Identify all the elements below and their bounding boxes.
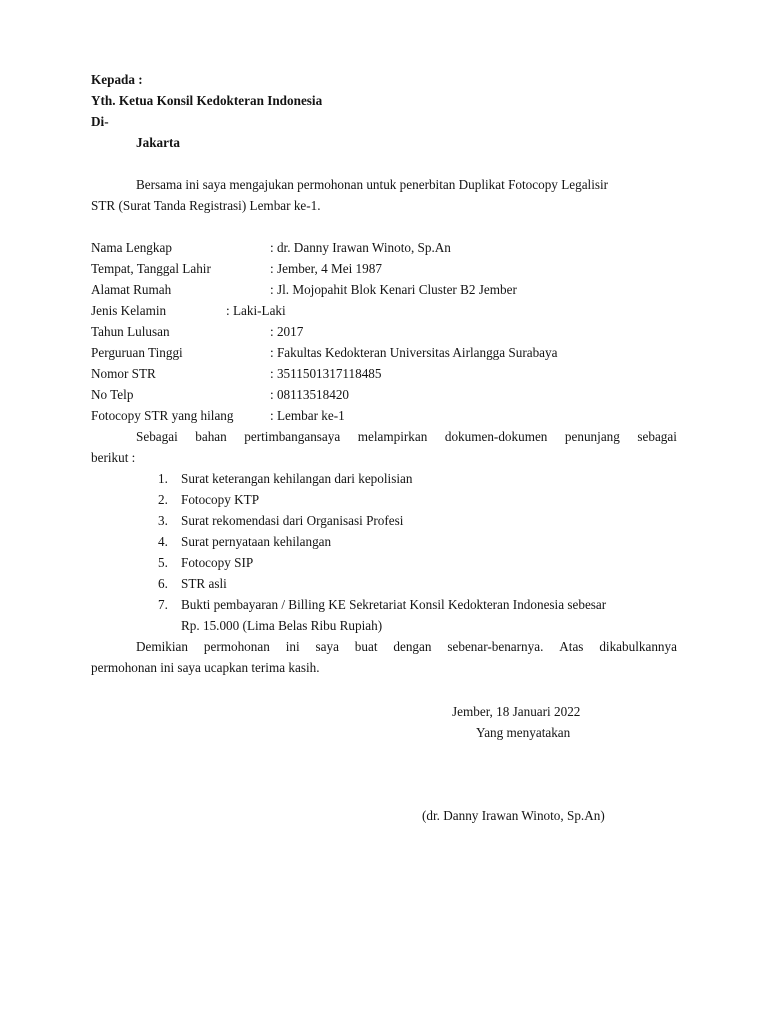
intro-line-1: Bersama ini saya mengajukan permohonan untuk penerbitan Duplikat Fotocopy Legalisir [136, 177, 609, 192]
list-item: STR asli [181, 576, 227, 591]
list-item: Bukti pembayaran / Billing KE Sekretariat Konsil Kedokteran Indonesia sebesar [181, 597, 607, 612]
field-label: Nama Lengkap [91, 240, 172, 255]
word: ini [285, 639, 300, 654]
field-value: : Laki-Laki [226, 303, 286, 318]
list-item: Surat keterangan kehilangan dari kepolisian [181, 471, 413, 486]
list-item-number: 5. [158, 555, 168, 570]
attachments-intro-line-1 [136, 429, 677, 445]
field-value: : dr. Danny Irawan Winoto, Sp.An [270, 240, 451, 255]
signatory-name: (dr. Danny Irawan Winoto, Sp.An) [422, 808, 605, 823]
field-value: : 2017 [270, 324, 304, 339]
field-label: Alamat Rumah [91, 282, 172, 297]
word: Sebagai [136, 429, 178, 444]
field-value: : Fakultas Kedokteran Universitas Airlangga Surabaya [270, 345, 558, 360]
list-item-continuation: Rp. 15.000 (Lima Belas Ribu Rupiah) [181, 618, 383, 633]
field-value: : Jl. Mojopahit Blok Kenari Cluster B2 Jember [270, 282, 517, 297]
field-label: Tempat, Tanggal Lahir [91, 261, 211, 276]
word: buat [354, 639, 378, 654]
field-label: No Telp [91, 387, 134, 402]
list-item-number: 2. [158, 492, 168, 507]
field-label: Perguruan Tinggi [91, 345, 183, 360]
list-item-number: 6. [158, 576, 168, 591]
attachments-intro-line-2: berikut : [91, 450, 136, 465]
field-value: : 3511501317118485 [270, 366, 382, 381]
word: dengan [393, 639, 432, 654]
signature-statement: Yang menyatakan [476, 725, 571, 740]
word: Demikian [136, 639, 189, 654]
intro-line-2: STR (Surat Tanda Registrasi) Lembar ke-1. [91, 198, 321, 213]
di-label: Di- [91, 114, 109, 129]
field-value: : Jember, 4 Mei 1987 [270, 261, 382, 276]
word: melampirkan [357, 429, 428, 444]
list-item: Surat pernyataan kehilangan [181, 534, 332, 549]
place-date: Jember, 18 Januari 2022 [452, 704, 581, 719]
word: saya [315, 639, 339, 654]
list-item-number: 1. [158, 471, 168, 486]
list-item-number: 4. [158, 534, 168, 549]
word: dikabulkannya [599, 639, 677, 654]
word: pertimbangansaya [244, 429, 341, 444]
list-item: Fotocopy SIP [181, 555, 254, 570]
word: permohonan [203, 639, 270, 654]
word: sebenar-benarnya. [447, 639, 544, 654]
field-value: : 08113518420 [270, 387, 350, 402]
recipient-title: Yth. Ketua Konsil Kedokteran Indonesia [91, 93, 323, 108]
field-value: : Lembar ke-1 [270, 408, 345, 423]
list-item-number: 3. [158, 513, 168, 528]
field-label: Tahun Lulusan [91, 324, 170, 339]
word: bahan [195, 429, 227, 444]
closing-line-2: permohonan ini saya ucapkan terima kasih. [91, 660, 320, 675]
word: dokumen-dokumen [444, 429, 548, 444]
list-item: Surat rekomendasi dari Organisasi Profesi [181, 513, 404, 528]
field-label: Fotocopy STR yang hilang [91, 408, 234, 423]
kepada-label: Kepada : [91, 72, 143, 87]
list-item: Fotocopy KTP [181, 492, 260, 507]
field-label: Jenis Kelamin [91, 303, 167, 318]
word: penunjang [564, 429, 620, 444]
word: sebagai [637, 429, 677, 444]
recipient-city: Jakarta [136, 135, 180, 150]
word: Atas [559, 639, 584, 654]
closing-line-1 [136, 639, 677, 655]
list-item-number: 7. [158, 597, 168, 612]
field-label: Nomor STR [91, 366, 156, 381]
